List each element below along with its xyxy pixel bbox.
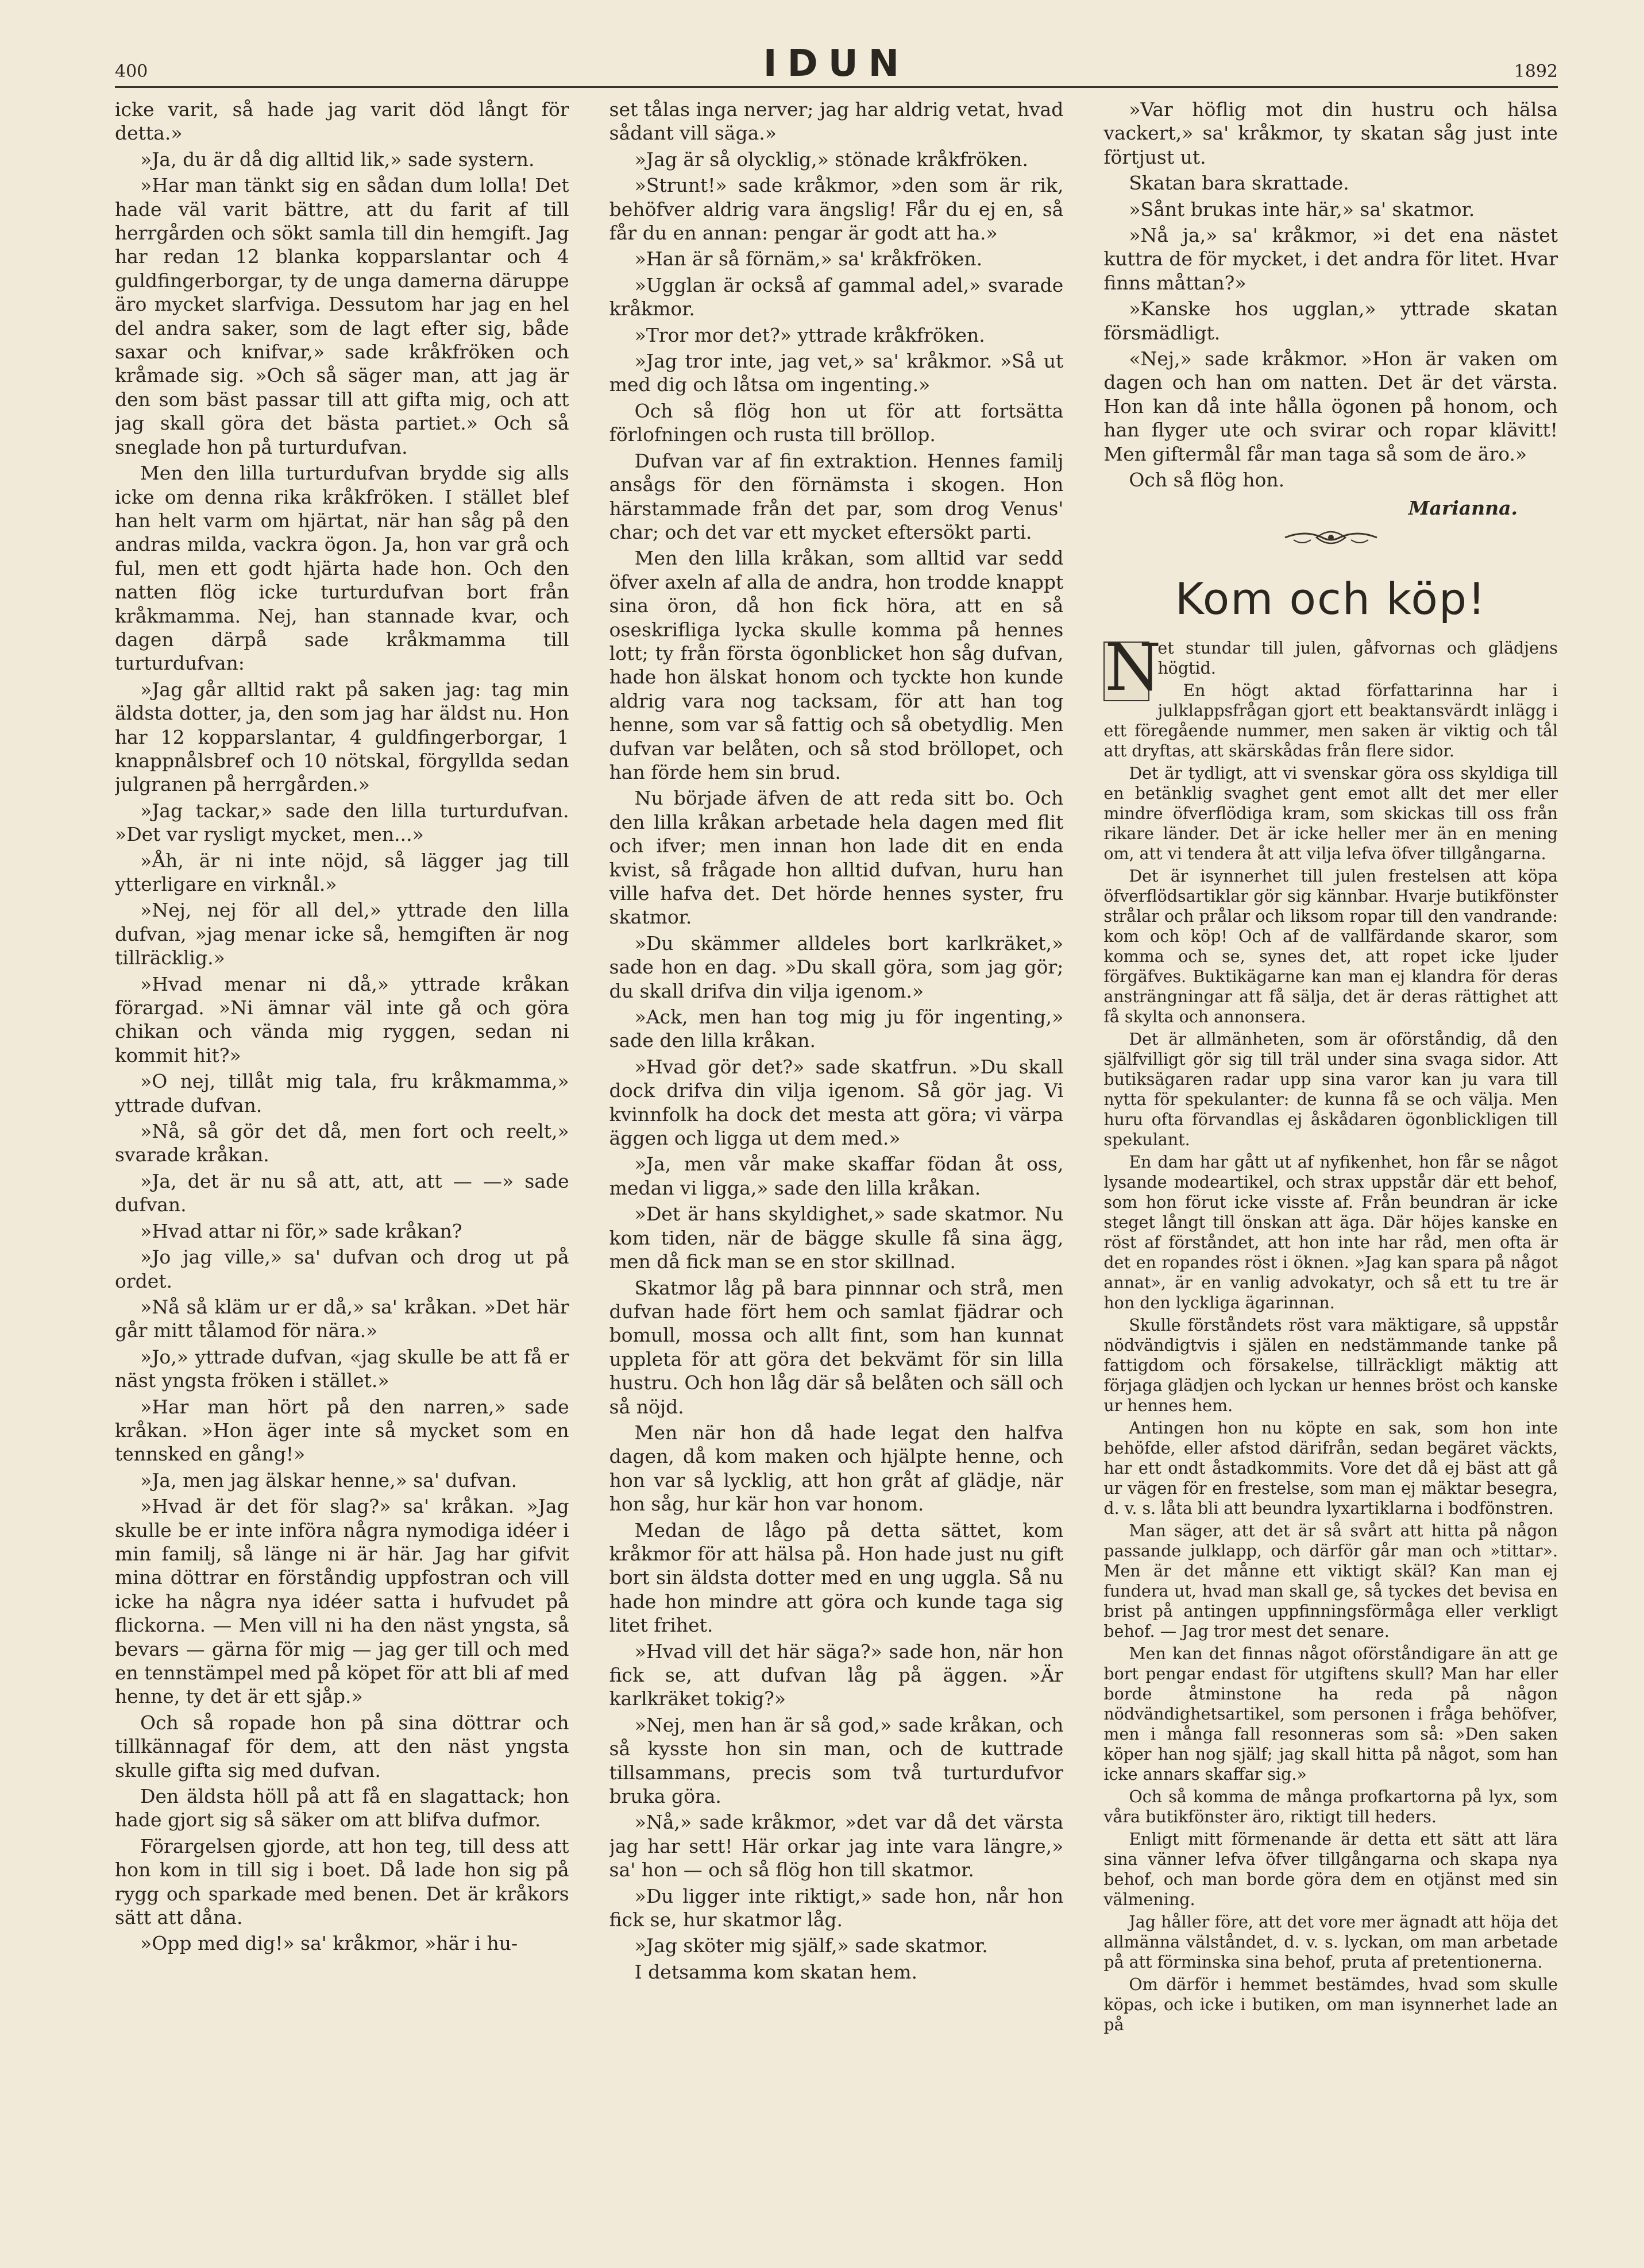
paragraph: Och så flög hon ut för att fortsätta förlofningen och rusta till bröllop.	[609, 399, 1064, 446]
drop-cap: N	[1105, 630, 1161, 705]
page-number: 400	[115, 61, 148, 82]
column-1	[115, 98, 569, 2245]
paragraph: »Jag är så olycklig,» stönade kråkfröken.	[634, 148, 1029, 171]
paragraph: «Nej,» sade kråkmor. »Hon är vaken om dagen och han om natten. Det är det värsta. Hon kan då inte hålla ögonen på honom, och han flyger ute och svirar och ropar klävitt! Men giftermål får man taga så som de äro.»	[1103, 347, 1558, 465]
paragraph: Men den lilla kråkan, som alltid var sedd öfver axeln af alla de andra, hon trodde knappt sina öron, då hon fick höra, att en så oseskrifliga lycka skulle komma på hennes lott; ty från första ögonblicket hon såg dufvan, hade hon älskat honom och tyckte hon kunde aldrig vara nog tacksam, för att han tog henne, som var så fattig och så obetydlig. Men dufvan var belåten, och så stod bröllopet, och han förde hem sin brud.	[609, 547, 1064, 783]
paragraph: Medan de lågo på detta sättet, kom kråkmor för att hälsa på. Hon hade just nu gift bort sin äldsta dotter med en ung uggla. Så nu hade hon mindre att göra och kunde taga sig litet frihet.	[609, 1519, 1064, 1637]
paragraph: Skatmor låg på bara pinnnar och strå, men dufvan hade fört hem och samlat fjädrar och bomull, mossa och allt fint, som han kunnat uppleta för att göra det bekvämt för sin lilla hustru. Och hon låg där så belåten och säll och så nöjd.	[609, 1276, 1064, 1418]
paragraph: »Nå, så gör det då, men fort och reelt,» svarade kråkan.	[115, 1120, 569, 1166]
paragraph: Jag håller före, att det vore mer ägnadt att höja det allmänna välståndet, d. v. s. lyckan, om man arbetade på att förminska sina behof, pruta af pretentionerna.	[1103, 1912, 1558, 1972]
column-3	[1103, 98, 1558, 2245]
paragraph: et stundar till julen, gåfvornas och glädjens högtid.	[1157, 638, 1558, 678]
paragraph: »Ja, du är då dig alltid lik,» sade systern.	[140, 148, 535, 171]
paragraph: »Jag går alltid rakt på saken jag: tag min äldsta dotter, ja, den som jag har äldst nu. Hon har 12 kopparslantar, 4 guldfingerborgar, 1 knappnålsbref och 10 nötskal, förgyllda sedan julgranen på herrgården.»	[115, 678, 569, 796]
flourish-svg	[1282, 525, 1380, 550]
paragraph: Men när hon då hade legat den halfva dagen, då kom maken och hjälpte henne, och hon var så lycklig, att hon gråt af glädje, när hon såg, hur kär hon var honom.	[609, 1421, 1064, 1516]
paragraph: Det är isynnerhet till julen frestelsen att köpa öfverflödsartiklar gör sig kännbar. Hvarje butikfönster strålar och prålar och liksom ropar till den vandrande: kom och köp! Och af de vallfärdande skaror, som komma och se, synes det, att ropet icke ljuder förgäfves. Buktikägarne kan man ej klandra för deras ansträngningar att få sälja, det är deras rättighet att få skylta och annonsera.	[1103, 866, 1558, 1026]
paragraph: »Opp med dig!» sa' kråkmor, »här i hu-	[140, 1932, 518, 1955]
paragraph: Man säger, att det är så svårt att hitta på någon passande julklapp, och därför går man och »tittar». Men är det månne ett viktigt skäl? Kan man ej fundera ut, hvad man skall ge, så tyckes det bevisa en brist på antingen uppfinningsförmåga eller verkligt behof. — Jag tror mest det senare.	[1103, 1521, 1558, 1641]
paragraph: »Ugglan är också af gammal adel,» svarade kråkmor.	[609, 273, 1064, 320]
paragraph: »Har man tänkt sig en sådan dum lolla! Det hade väl varit bättre, att du farit af till herrgården och sökt samla till din hemgift. Jag har redan 12 blanka kopparslantar och 4 guldfingerborgar, ty de unga damerna däruppe äro mycket slarfviga. Dessutom har jag en hel del andra saker, som de lagt efter sig, både saxar och knifvar,» sade kråkfröken och kråmade sig. »Och så säger man, att jag är den som bäst passar till att gifta mig, och att jag skall göra det bästa partiet.» Och så sneglade hon på turturdufvan.	[115, 174, 569, 458]
paragraph: »Var höflig mot din hustru och hälsa vackert,» sa' kråkmor, ty skatan såg just inte förtjust ut.	[1103, 98, 1558, 168]
paragraph: »Nå så kläm ur er då,» sa' kråkan. »Det här går mitt tålamod för nära.»	[115, 1295, 569, 1342]
opening-paragraph	[1103, 630, 1558, 705]
paragraph: »Jo jag ville,» sa' dufvan och drog ut på ordet.	[115, 1246, 569, 1292]
paragraph: »Hvad gör det?» sade skatfrun. »Du skall dock drifva din vilja igenom. Så gör jag. Vi kvinnfolk ha dock det mesta att göra; vi värpa äggen och ligga ut dem med.»	[609, 1055, 1064, 1150]
paragraph: »Åh, är ni inte nöjd, så lägger jag till ytterligare en virknål.»	[115, 849, 569, 895]
paragraph: »Jag tackar,» sade den lilla turturdufvan. »Det var rysligt mycket, men...»	[115, 799, 569, 846]
paragraph: Men kan det finnas något oförståndigare än att ge bort pengar endast för utgiftens skull? Man har eller borde åtminstone ha reda på någon nödvändighetsartikel, som personen i fråga behöfver, men i många fall resonneras som så: »Den saken köper han nog själf; jag skall hitta på något, som han icke annars skaffar sig.»	[1103, 1644, 1558, 1784]
decorative-flourish-icon	[1103, 525, 1558, 556]
paragraph: Enligt mitt förmenande är detta ett sätt att lära sina vänner lefva öfver tillgångarna och skapa nya behof, och man borde göra dem en otjänst med sin välmening.	[1103, 1829, 1558, 1909]
article-body	[1103, 630, 1558, 2035]
paragraph: »Strunt!» sade kråkmor, »den som är rik, behöfver aldrig vara ängslig! Får du ej en, så får du en annan: pengar är godt att ha.»	[609, 174, 1064, 245]
page-header	[115, 40, 1558, 88]
paragraph: »Hvad attar ni för,» sade kråkan?	[140, 1219, 462, 1242]
paragraph: Antingen hon nu köpte en sak, som hon inte behöfde, eller afstod därifrån, sedan begäret väckts, har ett ondt åstadkommits. Vore det då ej bäst att gå ur vägen för en frestelse, som man ej mäktar besegra, d. v. s. låta bli att beundra lyxartiklarna i bodfönstren.	[1103, 1418, 1558, 1518]
paragraph: Det är tydligt, att vi svenskar göra oss skyldiga till en betänklig svaghet gent emot allt det mer eller mindre öfverflödiga kram, som skickas till oss från rikare länder. Det är icke heller mer än en mening om, att vi tendera åt att vilja lefva öfver tillgångarna.	[1103, 763, 1558, 863]
paragraph: »Hvad vill det här säga?» sade hon, när hon fick se, att dufvan låg på äggen. »Är karlkräket tokig?»	[609, 1640, 1064, 1710]
paragraph: Skatan bara skrattade.	[1129, 172, 1349, 195]
paragraph: Nu började äfven de att reda sitt bo. Och den lilla kråkan arbetade hela dagen med flit och ifver; men innan hon lade dit en enda kvist, så frågade hon alltid dufvan, huru han ville hafva det. Det hörde hennes syster, fru skatmor.	[609, 787, 1064, 929]
paragraph: »Ja, men vår make skaffar födan åt oss, medan vi ligga,» sade den lilla kråkan.	[609, 1153, 1064, 1199]
paragraph: »Nå,» sade kråkmor, »det var då det värsta jag har sett! Här orkar jag inte vara längre,» sa' hon — och så flög hon till skatmor.	[609, 1811, 1064, 1881]
paragraph: Det är allmänheten, som är oförståndig, då den själfvilligt gör sig till träl under sina svaga sidor. Att butiksägaren radar upp sina varor kan ju vara till nytta för spekulanter: de kunna få se och välja. Men huru ofta förvandlas ej åskådaren ögonblickligen till spekulant.	[1103, 1029, 1558, 1149]
paragraph: »Tror mor det?» yttrade kråkfröken.	[634, 323, 985, 346]
paragraph: »Ja, men jag älskar henne,» sa' dufvan.	[140, 1469, 518, 1492]
paragraph: »Har man hört på den narren,» sade kråkan. »Hon äger inte så mycket som en tennsked en gång!»	[115, 1395, 569, 1466]
paragraph: icke varit, så hade jag varit död långt för detta.»	[115, 98, 569, 145]
paragraph: Dufvan var af fin extraktion. Hennes familj ansågs för den förnämsta i skogen. Hon härstammade från det par, som drog Venus' char; och det var ett mycket eftersökt parti.	[609, 449, 1064, 543]
paragraph: Men den lilla turturdufvan brydde sig alls icke om denna rika kråkfröken. I stället blef han helt varm om hjärtat, när han såg på den andras milda, vackra ögon. Ja, hon var grå och ful, men ett godt hjärta hade hon. Och den natten flög icke turturdufvan bort från kråkmamma. Nej, han stannade kvar, och dagen därpå sade kråkmamma till turturdufvan:	[115, 462, 569, 675]
paragraph: »Du skämmer alldeles bort karlkräket,» sade hon en dag. »Du skall göra, som jag gör; du skall drifva din vilja igenom.»	[609, 932, 1064, 1002]
issue-year: 1892	[1514, 61, 1558, 82]
column-2	[609, 98, 1064, 2245]
paragraph: »Nej, nej för all del,» yttrade den lilla dufvan, »jag menar icke så, hemgiften är nog tillräcklig.»	[115, 899, 569, 969]
paragraph: En högt aktad författarinna har i julklappsfrågan gjort ett beaktansvärdt inlägg i ett föregående nummer, men saken är viktig och tål att dryftas, att skärskådas från flere sidor.	[1103, 681, 1558, 760]
masthead: IDUN	[763, 42, 910, 85]
paragraph: »Sånt brukas inte här,» sa' skatmor.	[1129, 198, 1475, 221]
paragraph: »Jag sköter mig själf,» sade skatmor.	[634, 1934, 988, 1957]
paragraph: »Hvad menar ni då,» yttrade kråkan förargad. »Ni ämnar väl inte gå och göra chikan och vända mig ryggen, sedan ni kommit hit?»	[115, 972, 569, 1067]
paragraph: »Nej, men han är så god,» sade kråkan, och så kysste hon sin man, och de kuttrade tillsammans, precis som två turturdufvor bruka göra.	[609, 1713, 1064, 1808]
paragraph: »Jag tror inte, jag vet,» sa' kråkmor. »Så ut med dig och låtsa om ingenting.»	[609, 350, 1064, 396]
paragraph: »Ja, det är nu så att, att, att — —» sade dufvan.	[115, 1169, 569, 1216]
author-signature: Marianna.	[1408, 496, 1518, 519]
paragraph: Och så komma de många profkartorna på lyx, som våra butikfönster äro, riktigt till heders.	[1103, 1787, 1558, 1826]
paragraph: I detsamma kom skatan hem.	[634, 1960, 917, 1983]
paragraph: »O nej, tillåt mig tala, fru kråkmamma,» yttrade dufvan.	[115, 1070, 569, 1116]
paragraph: »Du ligger inte riktigt,» sade hon, når hon fick se, hur skatmor låg.	[609, 1884, 1064, 1931]
paragraph: »Nå ja,» sa' kråkmor, »i det ena nästet kuttra de för mycket, i det andra för litet. Hvar finns måttan?»	[1103, 224, 1558, 294]
paragraph: En dam har gått ut af nyfikenhet, hon får se något lysande modeartikel, och strax uppstår där ett behof, som hon förut icke visste af. Från beundran är icke steget långt till önskan att äga. Där höjes kanske en röst af förståndet, att hon inte har råd, men ofta är det en ropandes röst i öknen. »Jag kan spara på något annat», är en vanlig advokatyr, och så ett tu tre är hon den lyckliga ägarinnan.	[1103, 1152, 1558, 1312]
paragraph: »Det är hans skyldighet,» sade skatmor. Nu kom tiden, när de bägge skulle få sina ägg, men då fick man se en stor skillnad.	[609, 1203, 1064, 1273]
article-title: Kom och köp!	[1175, 573, 1487, 624]
text-columns	[115, 98, 1558, 2245]
paragraph: Skulle förståndets röst vara mäktigare, så uppstår nödvändigtvis i själen en nedstämmande tanke på fattigdom och försakelse, tillräckligt mäktig att förjaga glädjen och lyckan ur hennes bröst och kanske ur hennes hem.	[1103, 1315, 1558, 1415]
paragraph: »Kanske hos ugglan,» yttrade skatan försmädligt.	[1103, 297, 1558, 344]
paragraph: »Han är så förnäm,» sa' kråkfröken.	[634, 248, 983, 271]
paragraph: Och så flög hon.	[1129, 469, 1285, 492]
paragraph: Den äldsta höll på att få en slagattack; hon hade gjort sig så säker om att blifva dufmor.	[115, 1785, 569, 1832]
paragraph: set tålas inga nerver; jag har aldrig vetat, hvad sådant vill säga.»	[609, 98, 1064, 145]
paragraph: Och så ropade hon på sina döttrar och tillkännagaf för dem, att den näst yngsta skulle gifta sig med dufvan.	[115, 1711, 569, 1782]
paragraph: »Jo,» yttrade dufvan, «jag skulle be att få er näst yngsta fröken i stället.»	[115, 1345, 569, 1392]
paragraph: »Hvad är det för slag?» sa' kråkan. »Jag skulle be er inte införa några nymodiga idéer i min familj, så länge ni är här. Jag har gifvit mina döttrar en förståndig uppfostran och vill icke ha några nya idéer satta i hufvudet på flickorna. — Men vill ni ha den näst yngsta, så bevars — gärna för mig — jag ger till och med en tennstämpel med på köpet för att bli af med henne, ty det är ett sjåp.»	[115, 1495, 569, 1708]
paragraph: »Ack, men han tog mig ju för ingenting,» sade den lilla kråkan.	[609, 1006, 1064, 1052]
paragraph: Om därför i hemmet bestämdes, hvad som skulle köpas, och icke i butiken, om man isynnerhet lade an på	[1103, 1975, 1558, 2034]
paragraph: Förargelsen gjorde, att hon teg, till dess att hon kom in till sig i boet. Då lade hon sig på rygg och sparkade med benen. Det är kråkors sätt att dåna.	[115, 1834, 569, 1929]
